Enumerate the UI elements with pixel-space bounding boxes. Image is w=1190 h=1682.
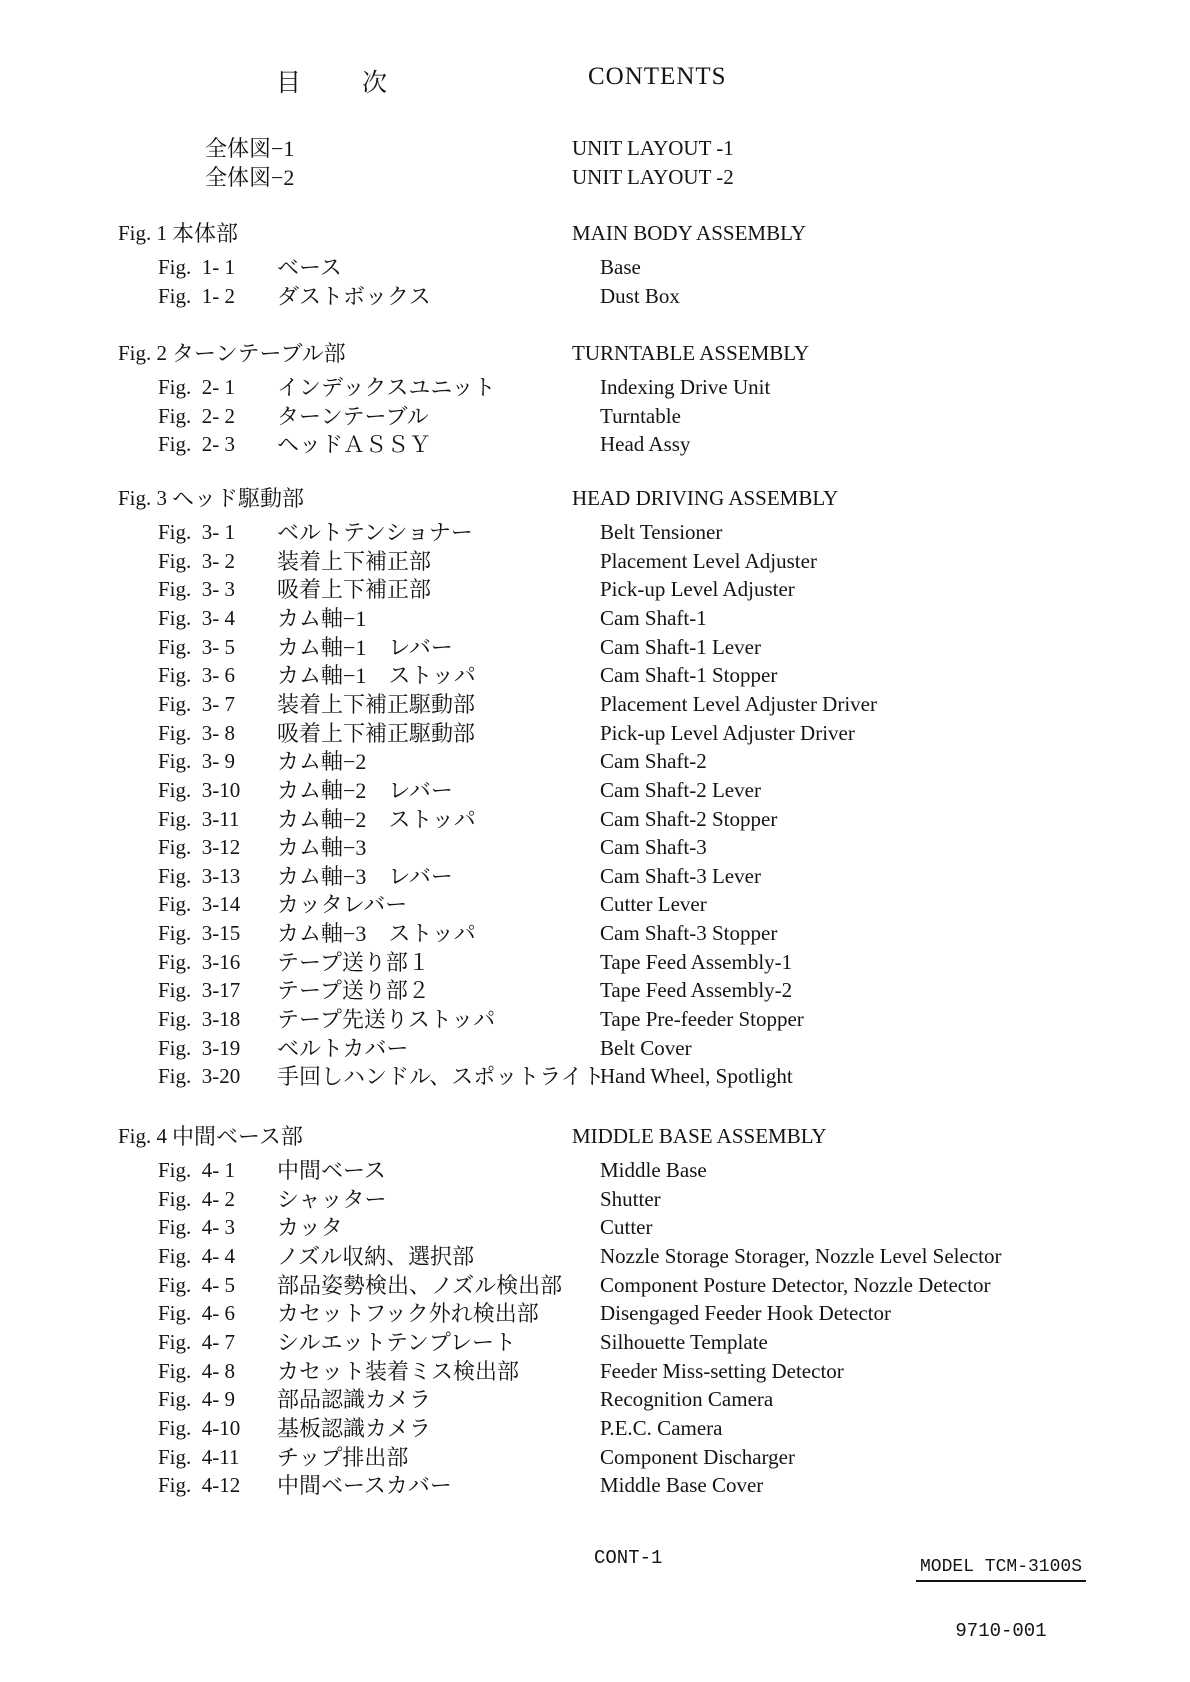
entry-title-jp: 装着上下補正部 <box>277 548 432 574</box>
toc-item-row <box>0 1385 1190 1414</box>
entry-title-jp: チップ排出部 <box>277 1444 409 1470</box>
toc-item-row <box>0 604 1190 633</box>
entry-title-jp: カム軸−1 ストッパ <box>277 663 476 689</box>
entry-title-jp: ベルトカバー <box>277 1035 409 1061</box>
entry-title-jp: ノズル収納、選択部 <box>277 1243 475 1269</box>
entry-title-jp: テープ送り部２ <box>277 978 430 1004</box>
figure-number: Fig. 1- 1 <box>158 255 236 279</box>
entry-title-jp: テープ先送りストッパ <box>277 1007 496 1033</box>
figure-number: Fig. 4- 6 <box>158 1301 236 1326</box>
toc-item-row <box>0 1299 1190 1328</box>
toc-item-row <box>0 402 1190 431</box>
entry-title-en: Cam Shaft-2 <box>600 749 707 774</box>
entry-title-jp: カセット装着ミス検出部 <box>277 1358 520 1384</box>
page-title-jp: 次 <box>362 70 388 97</box>
entry-title-jp: カム軸−2 ストッパ <box>277 806 476 832</box>
entry-title-jp: 中間ベース <box>277 1158 386 1183</box>
entry-title-en: HEAD DRIVING ASSEMBLY <box>572 486 839 510</box>
toc-item-row <box>0 430 1190 459</box>
entry-title-jp: シャッター <box>277 1186 387 1212</box>
figure-number: Fig. 4- 9 <box>158 1387 236 1412</box>
entry-title-jp: 中間ベース部 <box>172 1124 303 1149</box>
toc-item-row <box>0 1443 1190 1472</box>
entry-title-jp: 手回しハンドル、スポットライト <box>277 1064 605 1090</box>
entry-title-jp: テープ送り部１ <box>277 949 430 975</box>
figure-number: Fig. 1- 2 <box>158 283 236 308</box>
entry-title-en: TURNTABLE ASSEMBLY <box>572 341 810 365</box>
figure-number: Fig. 4-11 <box>158 1444 240 1469</box>
toc-item-row <box>0 747 1190 776</box>
entry-title-jp: 全体図−2 <box>205 164 295 190</box>
document-number: 9710-001 <box>955 1620 1047 1642</box>
entry-title-jp: カム軸−3 <box>277 835 367 861</box>
figure-number: Fig. 3-14 <box>158 892 241 917</box>
entry-title-en: Tape Pre-feeder Stopper <box>600 1007 804 1032</box>
model-number: MODEL TCM-3100S <box>916 1557 1086 1582</box>
entry-title-en: Cam Shaft-2 Stopper <box>600 806 778 831</box>
toc-item-row <box>0 776 1190 805</box>
entry-title-jp: 全体図−1 <box>205 136 295 161</box>
entry-title-en: Tape Feed Assembly-1 <box>600 949 793 974</box>
entry-title-en: Base <box>600 255 641 279</box>
figure-number: Fig. 4- 2 <box>158 1186 236 1211</box>
figure-number: Fig. 3-18 <box>158 1007 241 1032</box>
toc-item-row <box>0 948 1190 977</box>
toc-item-row <box>0 862 1190 891</box>
toc-item-row <box>0 661 1190 690</box>
entry-title-en: Pick-up Level Adjuster <box>600 577 795 602</box>
toc-item-row <box>0 1034 1190 1063</box>
entry-title-jp: 基板認識カメラ <box>277 1415 432 1441</box>
figure-number: Fig. 3- 2 <box>158 548 236 573</box>
entry-title-en: UNIT LAYOUT -2 <box>572 164 734 189</box>
toc-item-row <box>0 1213 1190 1242</box>
entry-title-jp: カム軸−2 <box>277 749 367 775</box>
figure-number: Fig. 3-16 <box>158 949 241 974</box>
entry-title-jp: カム軸−1 <box>277 605 367 631</box>
figure-number: Fig. 4-12 <box>158 1473 241 1498</box>
entry-title-en: Nozzle Storage Storager, Nozzle Level Selector <box>600 1243 1002 1268</box>
entry-title-jp: カム軸−3 レバー <box>277 863 453 889</box>
figure-number: Fig. 3 <box>118 486 168 510</box>
figure-number: Fig. 3- 7 <box>158 691 236 716</box>
entry-title-en: Silhouette Template <box>600 1329 768 1354</box>
figure-number: Fig. 2 <box>118 341 168 365</box>
entry-title-en: Belt Tensioner <box>600 520 723 544</box>
entry-title-jp: ダストボックス <box>277 283 431 309</box>
toc-section-header <box>0 339 1190 368</box>
entry-title-jp: カッタ <box>277 1215 343 1241</box>
entry-title-jp: 中間ベースカバー <box>277 1473 452 1499</box>
figure-number: Fig. 3-19 <box>158 1035 241 1060</box>
figure-number: Fig. 2- 3 <box>158 432 236 457</box>
entry-title-jp: 装着上下補正駆動部 <box>277 691 476 717</box>
toc-item-row <box>0 575 1190 604</box>
toc-item-row <box>0 547 1190 576</box>
toc-section-header <box>0 484 1190 513</box>
document-id-block <box>916 1521 1086 1678</box>
figure-number: Fig. 3-10 <box>158 777 241 802</box>
toc-item-row <box>0 1328 1190 1357</box>
entry-title-jp: 部品姿勢検出、ノズル検出部 <box>277 1272 563 1298</box>
entry-title-jp: 部品認識カメラ <box>277 1387 432 1413</box>
toc-item-row <box>0 833 1190 862</box>
entry-title-jp: ターンテーブル <box>277 403 429 429</box>
entry-title-en: Component Posture Detector, Nozzle Detector <box>600 1272 991 1297</box>
entry-title-jp: カム軸−2 レバー <box>277 777 453 803</box>
entry-title-en: MIDDLE BASE ASSEMBLY <box>572 1124 827 1148</box>
entry-title-jp: 吸着上下補正部 <box>277 577 432 603</box>
entry-title-en: Tape Feed Assembly-2 <box>600 978 793 1003</box>
toc-preamble-row <box>0 134 1190 163</box>
figure-number: Fig. 3- 6 <box>158 663 236 688</box>
figure-number: Fig. 4- 3 <box>158 1215 236 1240</box>
figure-number: Fig. 3-12 <box>158 835 241 860</box>
figure-number: Fig. 2- 1 <box>158 375 236 399</box>
entry-title-en: Shutter <box>600 1186 661 1211</box>
entry-title-en: Cam Shaft-3 <box>600 835 707 860</box>
toc-item-row <box>0 1414 1190 1443</box>
entry-title-jp: 本体部 <box>172 221 239 246</box>
figure-number: Fig. 4- 4 <box>158 1243 236 1268</box>
figure-number: Fig. 4 <box>118 1124 168 1148</box>
entry-title-en: Turntable <box>600 403 681 428</box>
toc-preamble-row <box>0 163 1190 192</box>
entry-title-en: Belt Cover <box>600 1035 692 1060</box>
figure-number: Fig. 3- 5 <box>158 634 236 659</box>
toc-item-row <box>0 890 1190 919</box>
entry-title-en: Placement Level Adjuster Driver <box>600 691 877 716</box>
toc-item-row <box>0 633 1190 662</box>
toc-section-header <box>0 219 1190 248</box>
entry-title-en: Indexing Drive Unit <box>600 375 771 399</box>
toc-item-row <box>0 253 1190 282</box>
entry-title-jp: カム軸−1 レバー <box>277 634 453 660</box>
toc-item-row <box>0 1242 1190 1271</box>
entry-title-en: P.E.C. Camera <box>600 1415 723 1440</box>
entry-title-en: Cutter <box>600 1215 653 1240</box>
entry-title-en: Dust Box <box>600 283 680 308</box>
entry-title-en: Middle Base <box>600 1158 707 1182</box>
entry-title-en: Cam Shaft-3 Lever <box>600 863 761 888</box>
figure-number: Fig. 3- 9 <box>158 749 236 774</box>
entry-title-en: Placement Level Adjuster <box>600 548 817 573</box>
figure-number: Fig. 3- 3 <box>158 577 236 602</box>
entry-title-en: Cutter Lever <box>600 892 707 917</box>
figure-number: Fig. 3-17 <box>158 978 241 1003</box>
entry-title-en: Cam Shaft-1 Lever <box>600 634 761 659</box>
figure-number: Fig. 4-10 <box>158 1415 241 1440</box>
entry-title-en: Hand Wheel, Spotlight <box>600 1064 793 1089</box>
entry-title-jp: カセットフック外れ検出部 <box>277 1301 539 1327</box>
entry-title-en: Cam Shaft-1 <box>600 605 707 630</box>
entry-title-en: Head Assy <box>600 432 691 457</box>
figure-number: Fig. 4- 8 <box>158 1358 236 1383</box>
toc-item-row <box>0 1185 1190 1214</box>
entry-title-jp: カッタレバー <box>277 892 408 918</box>
toc-item-row <box>0 1005 1190 1034</box>
entry-title-en: Middle Base Cover <box>600 1473 764 1498</box>
page-title-jp: 目 <box>276 70 302 97</box>
figure-number: Fig. 3-20 <box>158 1064 241 1089</box>
entry-title-jp: カム軸−3 ストッパ <box>277 921 476 947</box>
figure-number: Fig. 3- 4 <box>158 605 236 630</box>
entry-title-en: Cam Shaft-2 Lever <box>600 777 761 802</box>
entry-title-en: Pick-up Level Adjuster Driver <box>600 720 855 745</box>
entry-title-en: MAIN BODY ASSEMBLY <box>572 221 806 245</box>
figure-number: Fig. 4- 7 <box>158 1329 236 1354</box>
toc-item-row <box>0 518 1190 547</box>
figure-number: Fig. 3-11 <box>158 806 240 831</box>
figure-number: Fig. 3- 8 <box>158 720 236 745</box>
toc-item-row <box>0 1062 1190 1091</box>
entry-title-en: Component Discharger <box>600 1444 795 1469</box>
figure-number: Fig. 3-15 <box>158 921 241 946</box>
figure-number: Fig. 2- 2 <box>158 403 236 428</box>
entry-title-en: Feeder Miss-setting Detector <box>600 1358 844 1383</box>
entry-title-en: UNIT LAYOUT -1 <box>572 136 734 160</box>
entry-title-jp: 吸着上下補正駆動部 <box>277 720 476 746</box>
toc-item-row <box>0 719 1190 748</box>
toc-item-row <box>0 919 1190 948</box>
entry-title-en: Disengaged Feeder Hook Detector <box>600 1301 891 1326</box>
entry-title-jp: シルエットテンプレート <box>277 1329 517 1355</box>
toc-item-row <box>0 1271 1190 1300</box>
toc-item-row <box>0 1357 1190 1386</box>
entry-title-en: Recognition Camera <box>600 1387 774 1412</box>
figure-number: Fig. 1 <box>118 221 168 245</box>
figure-number: Fig. 4- 5 <box>158 1272 236 1297</box>
toc-item-row <box>0 1471 1190 1500</box>
entry-title-en: Cam Shaft-1 Stopper <box>600 663 778 688</box>
entry-title-jp: ベース <box>277 255 342 280</box>
toc-item-row <box>0 690 1190 719</box>
toc-item-row <box>0 1156 1190 1185</box>
toc-section-header <box>0 1122 1190 1151</box>
page-title-en: CONTENTS <box>588 63 727 90</box>
toc-item-row <box>0 805 1190 834</box>
entry-title-jp: ベルトテンショナー <box>277 520 473 545</box>
figure-number: Fig. 3- 1 <box>158 520 236 544</box>
entry-title-jp: ヘッド駆動部 <box>172 486 305 511</box>
page-number-label: CONT-1 <box>594 1547 663 1569</box>
figure-number: Fig. 4- 1 <box>158 1158 236 1182</box>
entry-title-jp: インデックスユニット <box>277 375 496 400</box>
entry-title-en: Cam Shaft-3 Stopper <box>600 921 778 946</box>
toc-item-row <box>0 373 1190 402</box>
figure-number: Fig. 3-13 <box>158 863 241 888</box>
toc-item-row <box>0 976 1190 1005</box>
entry-title-jp: ターンテーブル部 <box>172 341 346 366</box>
entry-title-jp: ヘッドＡＳＳＹ <box>277 432 432 458</box>
toc-item-row <box>0 282 1190 311</box>
